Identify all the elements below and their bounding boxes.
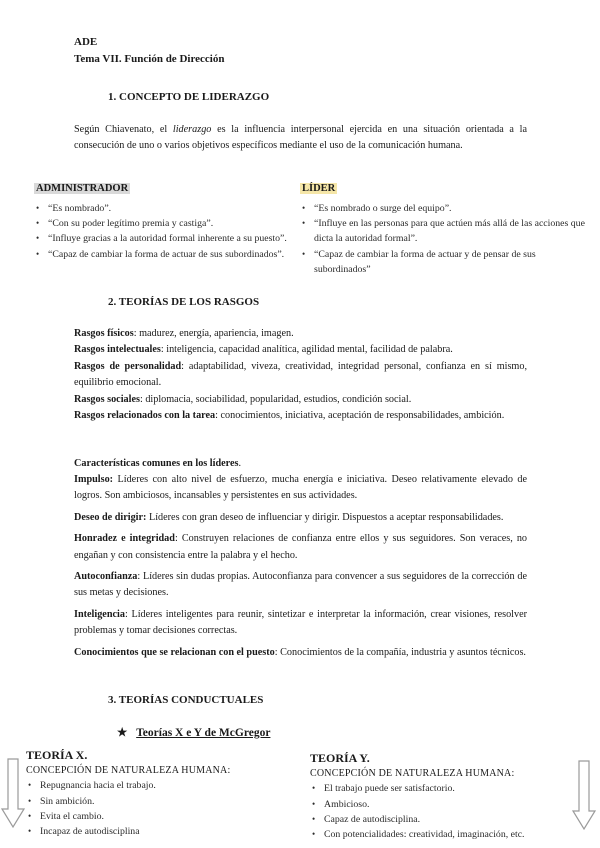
administrador-item: • “Con su poder legítimo premia y castiga”. <box>34 216 296 231</box>
characteristic-label: Deseo de dirigir: <box>74 511 147 523</box>
characteristic-label: Inteligencia <box>74 608 125 620</box>
trait-text: : conocimientos, iniciativa, aceptación de responsabilidades, ambición. <box>215 410 505 422</box>
theory-x-item: • Incapaz de autodisciplina <box>26 824 296 839</box>
trait-text: : diplomacia, sociabilidad, popularidad, estudios, condición social. <box>139 393 412 405</box>
characteristic <box>74 607 527 640</box>
trait <box>74 359 527 392</box>
lider-item: • “Influye en las personas para que actúen más allá de las acciones que dicta la autoridad formal”. <box>300 216 586 246</box>
trait <box>74 342 527 358</box>
administrador-column <box>34 178 296 262</box>
trait-label: Rasgos intelectuales <box>74 344 161 356</box>
characteristic <box>74 569 527 602</box>
theory-x-subtitle: CONCEPCIÓN DE NATURALEZA HUMANA: <box>26 765 231 777</box>
trait <box>74 326 527 342</box>
topic-title: Tema VII. Función de Dirección <box>74 53 225 65</box>
trait-label: Rasgos físicos <box>74 328 134 339</box>
characteristic <box>74 510 527 526</box>
characteristic-text: : Líderes inteligentes para reunir, sintetizar e interpretar la información, crear visiones, resolver problemas y tomar decisiones correctas. <box>74 608 527 637</box>
administrador-item: • “Capaz de cambiar la forma de actuar de sus subordinados”. <box>34 247 296 262</box>
section-3-title: 3. TEORÍAS CONDUCTUALES <box>108 694 264 706</box>
theory-y-list <box>310 781 572 842</box>
characteristic <box>74 472 527 505</box>
theory-x <box>26 748 296 839</box>
characteristic-text: Líderes con alto nivel de esfuerzo, mucha energía e iniciativa. Deseo relativamente elevado de logros. Son ambiciosos, incansables y persistentes en sus actividades. <box>74 474 527 502</box>
theory-y-subtitle: CONCEPCIÓN DE NATURALEZA HUMANA: <box>310 768 515 780</box>
trait <box>74 408 527 424</box>
characteristic-label: Conocimientos que se relacionan con el puesto <box>74 646 275 658</box>
lider-heading: LÍDER <box>302 183 336 194</box>
trait-text: : madurez, energía, apariencia, imagen. <box>133 328 294 339</box>
trait-text: : adaptabilidad, viveza, creatividad, integridad personal, confianza en sí mismo, equilibrio emocional. <box>74 360 527 389</box>
characteristic-label: Impulso: <box>74 474 114 485</box>
mcgregor-title: Teorías X e Y de McGregor <box>136 727 271 739</box>
theory-y-title: TEORÍA Y. <box>310 751 370 765</box>
characteristic-text: Líderes con gran deseo de influenciar y dirigir. Dispuestos a aceptar responsabilidades. <box>146 511 504 523</box>
characteristic <box>74 531 527 564</box>
theory-x-item: • Sin ambición. <box>26 794 296 809</box>
theory-y-item: • Ambicioso. <box>310 797 572 812</box>
theory-x-title: TEORÍA X. <box>26 748 88 762</box>
lider-list <box>300 201 586 277</box>
characteristic-label: Honradez e integridad <box>74 533 175 545</box>
administrador-item: • “Es nombrado”. <box>34 201 296 216</box>
down-arrow-icon <box>0 757 26 829</box>
characteristic-label: Autoconfianza <box>74 571 138 583</box>
administrador-heading: ADMINISTRADOR <box>36 183 129 194</box>
section-2-title: 2. TEORÍAS DE LOS RASGOS <box>108 296 260 308</box>
trait-label: Rasgos de personalidad <box>74 360 182 372</box>
characteristic-text: : Líderes sin dudas propias. Autoconfianza para convencer a sus seguidores de la corrección de sus metas y decisiones. <box>74 571 527 599</box>
theory-x-item: • Repugnancia hacia el trabajo. <box>26 778 296 793</box>
traits-list <box>74 326 527 424</box>
trait-label: Rasgos relacionados con la tarea <box>74 410 216 422</box>
section-1-title: 1. CONCEPTO DE LIDERAZGO <box>108 91 270 103</box>
lider-item: • “Capaz de cambiar la forma de actuar y de pensar de sus subordinados” <box>300 247 586 277</box>
administrador-item: • “Influye gracias a la autoridad formal inherente a su puesto”. <box>34 231 296 246</box>
trait-text: : inteligencia, capacidad analítica, agilidad mental, facilidad de palabra. <box>160 344 453 356</box>
characteristic-text: : Construyen relaciones de confianza entre ellos y sus seguidores. Son veraces, no engañan y con consistencia entre la palabra y el hecho. <box>74 533 528 561</box>
theory-y-item: • El trabajo puede ser satisfactorio. <box>310 781 572 796</box>
mcgregor-heading <box>117 725 270 739</box>
lider-item: • “Es nombrado o surge del equipo”. <box>300 201 586 216</box>
theory-y-item: • Capaz de autodisciplina. <box>310 812 572 827</box>
lider-column <box>300 178 586 277</box>
theory-y-item: • Con potencialidades: creatividad, imaginación, etc. <box>310 827 572 842</box>
course-title: ADE <box>74 36 98 48</box>
trait-label: Rasgos sociales <box>74 393 140 405</box>
theory-x-item: • Evita el cambio. <box>26 809 296 824</box>
characteristics-list <box>74 472 527 666</box>
star-icon: ★ <box>117 727 128 739</box>
leadership-definition: Según Chiavenato, el liderazgo es la influencia interpersonal ejercida en una situación orientada a la consecución de uno o varios objetivos específicos mediante el uso de la comunicación humana. <box>74 124 527 152</box>
theory-x-list <box>26 778 296 839</box>
characteristic-text: : Conocimientos de la compañía, industria y asuntos técnicos. <box>274 646 526 658</box>
theory-y <box>310 751 572 842</box>
administrador-list <box>34 201 296 262</box>
characteristics-title: Características comunes en los líderes. <box>74 458 242 469</box>
down-arrow-icon <box>571 759 597 831</box>
characteristic <box>74 645 527 661</box>
trait <box>74 392 527 408</box>
